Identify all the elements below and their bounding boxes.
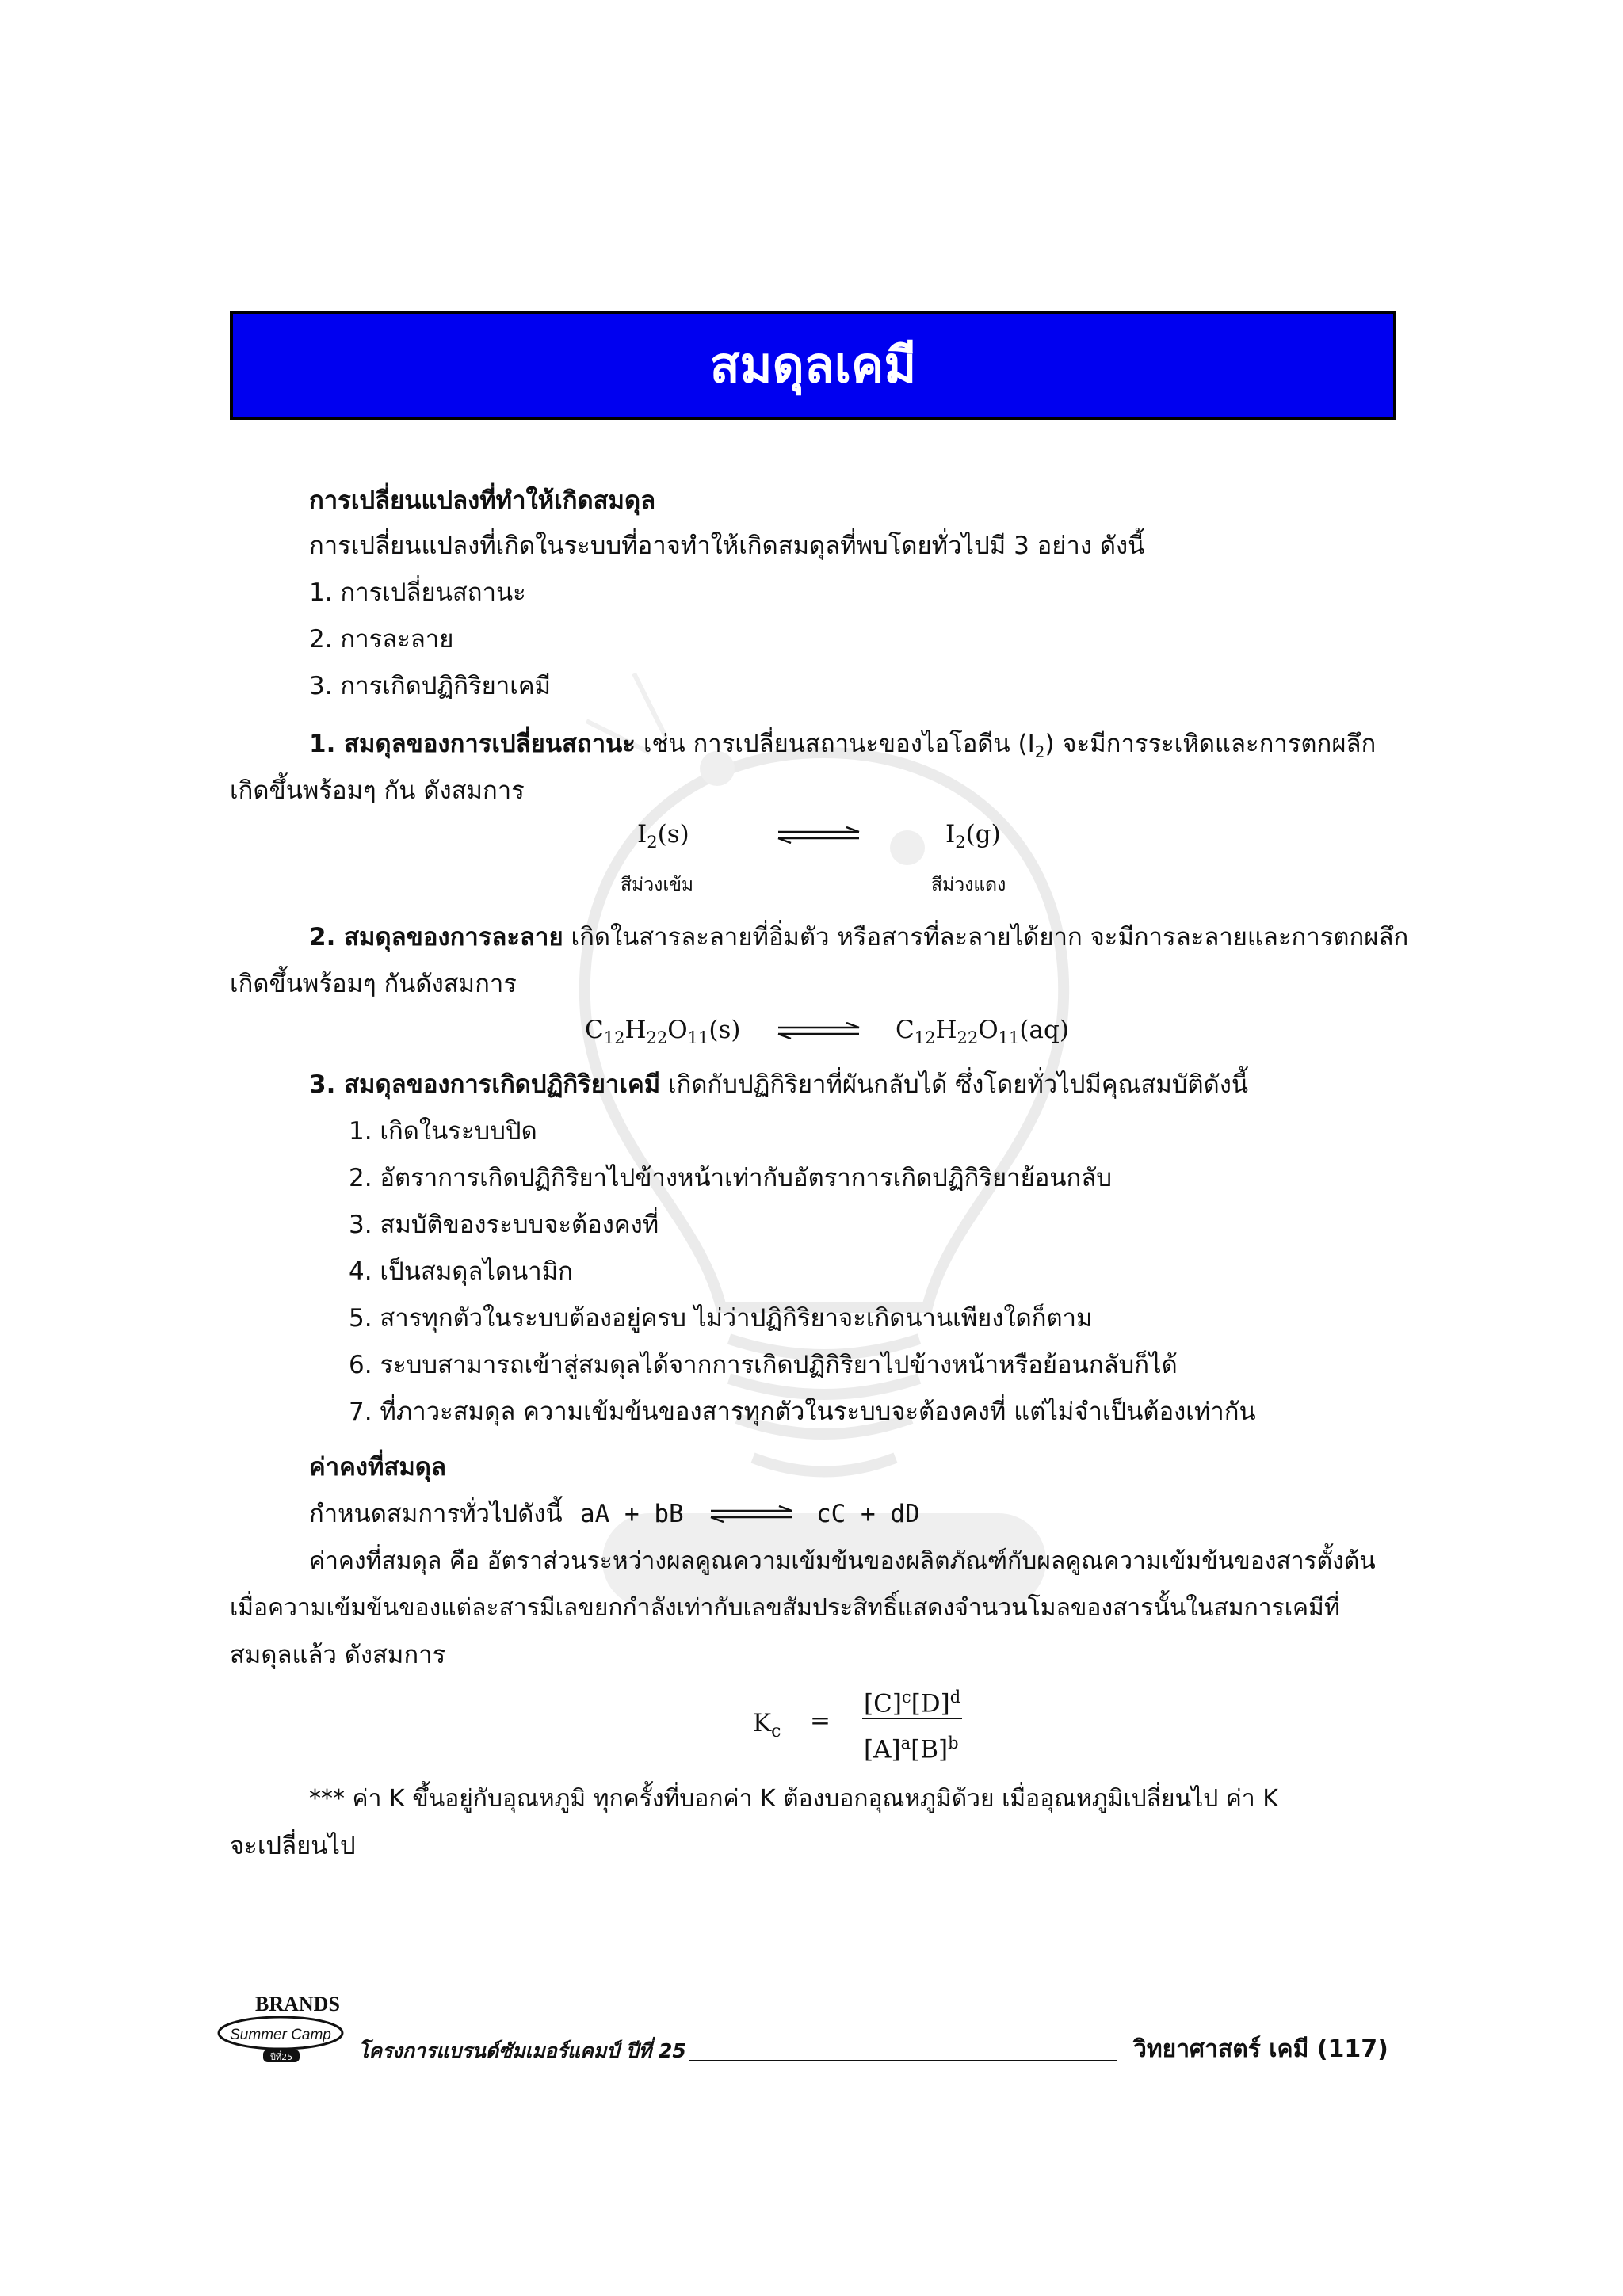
paragraph-text: ) จะมีการระเหิดและการตกผลึก	[1044, 730, 1377, 758]
list-item: 2. การละลาย	[309, 625, 454, 654]
kc-equals: =	[810, 1707, 831, 1735]
section-heading-changes: การเปลี่ยนแปลงที่ทำให้เกิดสมดุล	[309, 486, 656, 515]
paragraph-solubility-equilibrium	[309, 921, 1408, 953]
definition-line: สมดุลแล้ว ดังสมการ	[230, 1641, 446, 1669]
section-heading-constant: ค่าคงที่สมดุล	[309, 1453, 446, 1482]
list-item: 7. ที่ภาวะสมดุล ความเข้มข้นของสารทุกตัวในระบบจะต้องคงที่ แต่ไม่จำเป็นต้องเท่ากัน	[349, 1398, 1256, 1426]
brands-summer-camp-logo	[216, 1990, 350, 2065]
svg-text:ปีที่25: ปีที่25	[269, 2052, 293, 2062]
eq1-left-label: สีม่วงเข้ม	[621, 875, 694, 895]
page-title: สมดุลเคมี	[709, 336, 917, 394]
list-item: 4. เป็นสมดุลไดนามิก	[349, 1257, 573, 1286]
svg-text:BRANDS: BRANDS	[255, 1993, 340, 2016]
paragraph-phase-equilibrium	[309, 728, 1376, 768]
list-item: 6. ระบบสามารถเข้าสู่สมดุลได้จากการเกิดปฏิกิริยาไปข้างหน้าหรือย้อนกลับก็ได้	[349, 1351, 1178, 1379]
svg-text:Summer Camp: Summer Camp	[230, 2027, 331, 2043]
subscript: 2	[1034, 742, 1045, 762]
list-item: 2. อัตราการเกิดปฏิกิริยาไปข้างหน้าเท่ากับอัตราการเกิดปฏิกิริยาย้อนกลับ	[349, 1164, 1112, 1192]
list-item: 3. สมบัติของระบบจะต้องคงที่	[349, 1211, 659, 1239]
definition-line: ค่าคงที่สมดุล คือ อัตราส่วนระหว่างผลคูณความเข้มข้นของผลิตภัณฑ์กับผลคูณความเข้มข้นของสารตั้งต้น	[309, 1547, 1376, 1575]
title-banner	[230, 311, 1396, 420]
list-item: 1. การเปลี่ยนสถานะ	[309, 578, 526, 607]
footer-project: โครงการแบรนด์ซัมเมอร์แคมป์ ปีที่ 25	[358, 2039, 686, 2062]
paragraph-line: เกิดขึ้นพร้อมๆ กัน ดังสมการ	[230, 776, 525, 805]
eq2-left: $C_{12}H_{22}O_{11}(s)$	[585, 1016, 741, 1048]
paragraph-text: เกิดกับปฏิกิริยาที่ผันกลับได้ ซึ่งโดยทั่วไปมีคุณสมบัติดังนี้	[668, 1070, 1249, 1099]
general-equation-right: cC + dD	[816, 1500, 920, 1528]
fraction-line	[862, 1718, 962, 1719]
paragraph-lead: 1. สมดุลของการเปลี่ยนสถานะ	[309, 730, 636, 758]
note-line: จะเปลี่ยนไป	[230, 1832, 356, 1860]
eq1-right-label: สีม่วงแดง	[931, 875, 1006, 895]
footer-rule	[689, 2060, 1117, 2061]
note-line: *** ค่า K ขึ้นอยู่กับอุณหภูมิ ทุกครั้งที่บอกค่า K ต้องบอกอุณหภูมิด้วย เมื่ออุณหภูมิเปลี่ยนไป ค่า K	[309, 1785, 1278, 1813]
general-equation-label: กำหนดสมการทั่วไปดังนี้	[309, 1500, 563, 1528]
paragraph-line: เกิดขึ้นพร้อมๆ กันดังสมการ	[230, 970, 517, 998]
kc-numerator: $[C]^c[D]^d$	[864, 1688, 961, 1718]
paragraph-text: เกิดในสารละลายที่อิ่มตัว หรือสารที่ละลายได้ยาก จะมีการละลายและการตกผลึก	[571, 923, 1409, 952]
paragraph-chemical-equilibrium	[309, 1069, 1248, 1100]
eq1-left: $I_2(s)$	[637, 820, 689, 852]
paragraph-lead: 2. สมดุลของการละลาย	[309, 923, 563, 952]
list-item: 5. สารทุกตัวในระบบต้องอยู่ครบ ไม่ว่าปฏิกิริยาจะเกิดนานเพียงใดก็ตาม	[349, 1304, 1093, 1333]
definition-line: เมื่อความเข้มข้นของแต่ละสารมีเลขยกกำลังเท่ากับเลขสัมประสิทธิ์แสดงจำนวนโมลของสารนั้นในสมการเคมีที่	[230, 1594, 1340, 1622]
footer-subject-page: วิทยาศาสตร์ เคมี (117)	[1133, 2035, 1388, 2063]
equilibrium-arrow-icon	[709, 1505, 793, 1523]
equilibrium-arrow-icon	[777, 826, 861, 844]
eq1-right: $I_2(g)$	[945, 820, 1001, 852]
kc-denominator: $[A]^a[B]^b$	[864, 1733, 959, 1764]
list-item: 3. การเกิดปฏิกิริยาเคมี	[309, 672, 552, 700]
equilibrium-arrow-icon	[777, 1022, 861, 1039]
eq2-right: $C_{12}H_{22}O_{11}(aq)$	[896, 1016, 1069, 1048]
general-equation-left: aA + bB	[580, 1500, 684, 1528]
kc-symbol: $K_c$	[753, 1709, 781, 1742]
paragraph-lead: 3. สมดุลของการเกิดปฏิกิริยาเคมี	[309, 1070, 661, 1099]
section-intro: การเปลี่ยนแปลงที่เกิดในระบบที่อาจทำให้เกิดสมดุลที่พบโดยทั่วไปมี 3 อย่าง ดังนี้	[309, 532, 1145, 560]
paragraph-text: เช่น การเปลี่ยนสถานะของไอโอดีน (I	[643, 730, 1035, 758]
list-item: 1. เกิดในระบบปิด	[349, 1117, 537, 1146]
